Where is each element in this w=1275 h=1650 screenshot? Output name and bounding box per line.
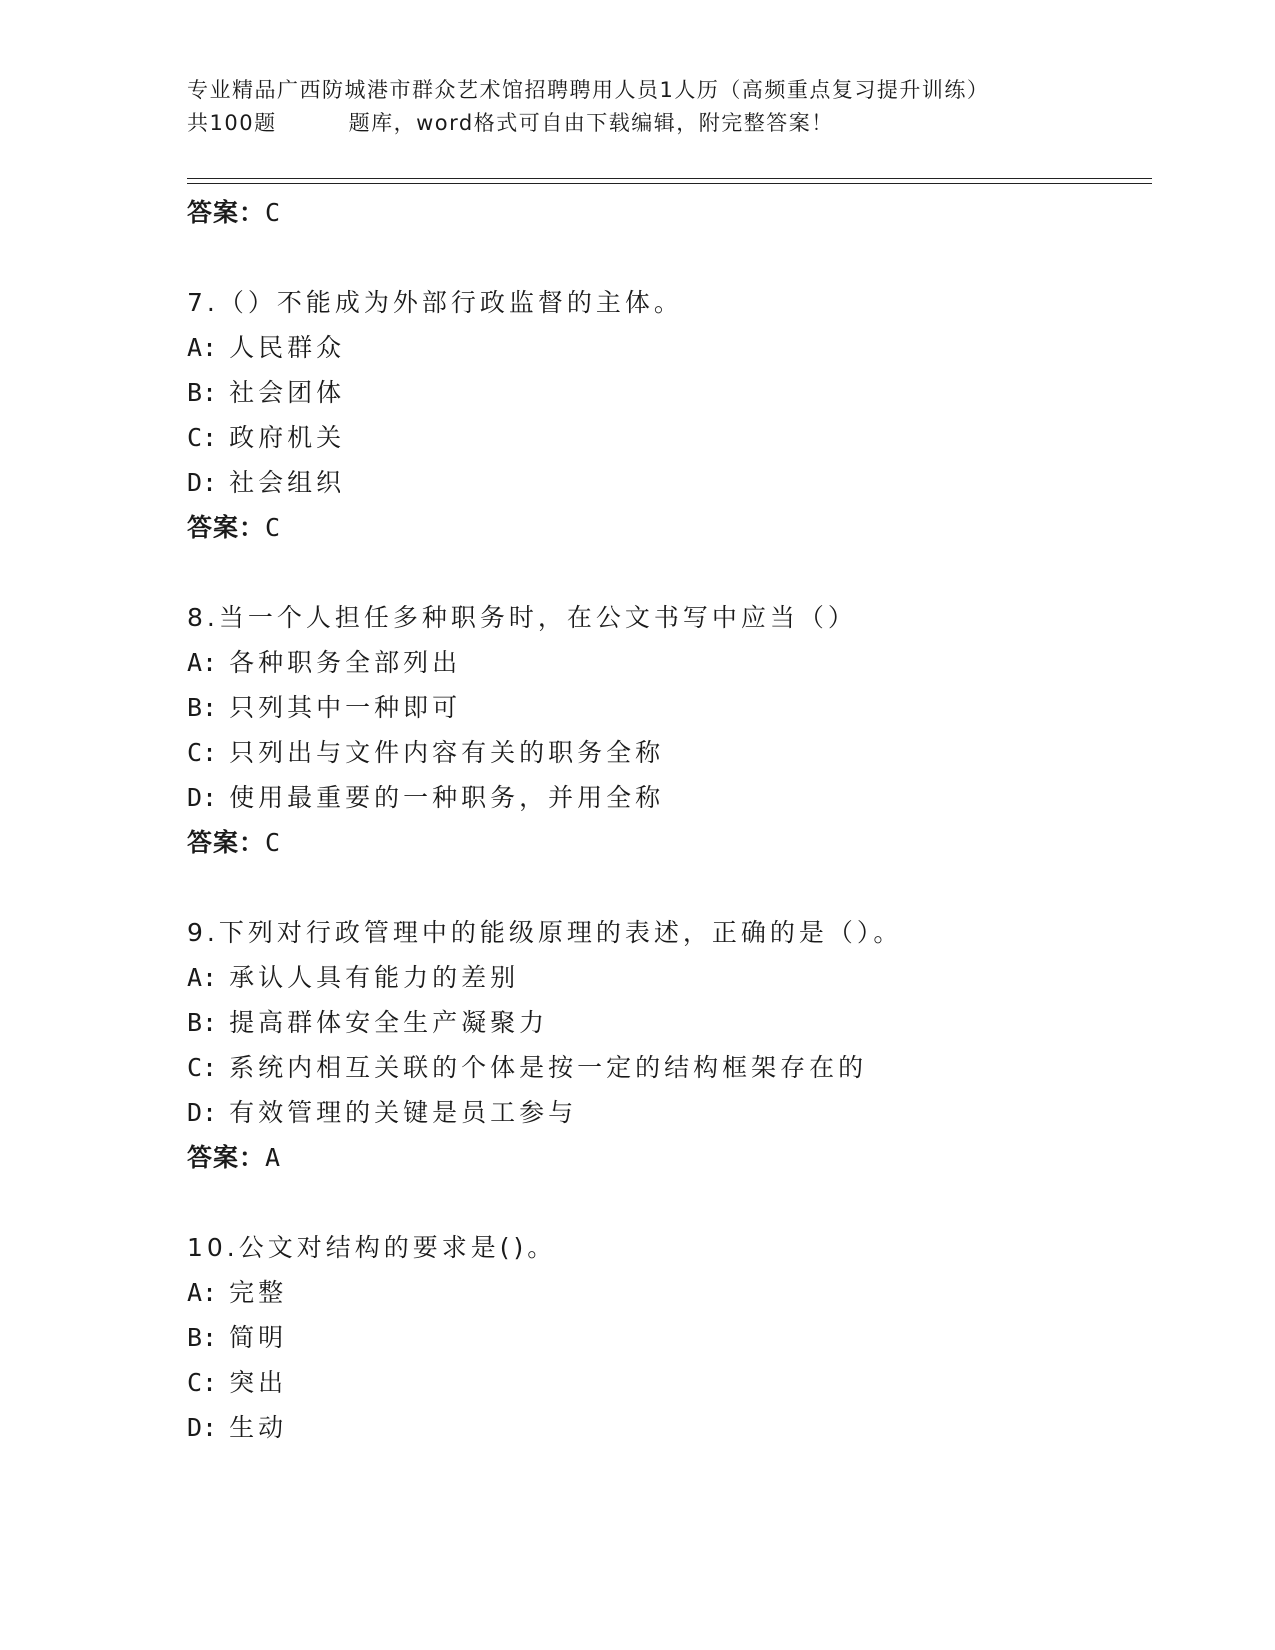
option-text: 各种职务全部列出 xyxy=(229,648,462,677)
document-title: 专业精品广西防城港市群众艺术馆招聘聘用人员1人历（高频重点复习提升训练） xyxy=(187,78,990,102)
option-key: B: xyxy=(187,1323,218,1352)
option-text: 提高群体安全生产凝聚力 xyxy=(229,1008,549,1037)
header-divider-top xyxy=(187,178,1152,179)
option-a xyxy=(187,955,1147,1000)
option-key: A: xyxy=(187,1278,218,1307)
option-b xyxy=(187,1315,1147,1360)
option-text: 社会组织 xyxy=(229,468,346,497)
answer-line xyxy=(187,820,1147,866)
header-divider-bottom xyxy=(187,183,1152,184)
question-stem: 9.下列对行政管理中的能级原理的表述，正确的是（）。 xyxy=(187,918,903,947)
option-key: B: xyxy=(187,693,218,722)
option-key: C: xyxy=(187,1053,218,1082)
question-count: 共100题 xyxy=(187,111,277,135)
question-list xyxy=(187,190,1147,1450)
option-text: 使用最重要的一种职务，并用全称 xyxy=(229,783,665,812)
option-text: 政府机关 xyxy=(229,423,346,452)
option-b xyxy=(187,1000,1147,1045)
document-note: 题库，word格式可自由下载编辑，附完整答案！ xyxy=(348,111,834,135)
option-b xyxy=(187,370,1147,415)
answer-label: 答案： xyxy=(187,513,266,542)
option-key: A: xyxy=(187,963,218,992)
option-a xyxy=(187,640,1147,685)
answer-label: 答案： xyxy=(187,828,266,857)
option-c xyxy=(187,1360,1147,1405)
option-d xyxy=(187,460,1147,505)
document-header xyxy=(187,74,1087,140)
option-text: 突出 xyxy=(229,1368,288,1397)
option-key: D: xyxy=(187,783,218,812)
document-subtitle xyxy=(187,107,1087,140)
option-key: B: xyxy=(187,1008,218,1037)
option-key: D: xyxy=(187,468,218,497)
option-c xyxy=(187,415,1147,460)
answer-value: C xyxy=(265,198,282,227)
option-key: C: xyxy=(187,1368,218,1397)
answer-value: C xyxy=(265,828,282,857)
question-stem: 8.当一个人担任多种职务时，在公文书写中应当（） xyxy=(187,603,857,632)
option-key: D: xyxy=(187,1413,218,1442)
option-d xyxy=(187,1090,1147,1135)
option-text: 人民群众 xyxy=(229,333,346,362)
option-key: B: xyxy=(187,378,218,407)
answer-line xyxy=(187,190,1147,236)
option-b xyxy=(187,685,1147,730)
answer-value: C xyxy=(265,513,282,542)
answer-label: 答案： xyxy=(187,198,266,227)
answer-value: A xyxy=(265,1143,282,1172)
option-key: C: xyxy=(187,423,218,452)
option-text: 只列出与文件内容有关的职务全称 xyxy=(229,738,665,767)
option-c xyxy=(187,1045,1147,1090)
option-key: C: xyxy=(187,738,218,767)
question-stem: 10.公文对结构的要求是()。 xyxy=(187,1233,557,1262)
option-text: 生动 xyxy=(229,1413,288,1442)
option-text: 只列其中一种即可 xyxy=(229,693,462,722)
question-stem: 7.（）不能成为外部行政监督的主体。 xyxy=(187,288,683,317)
option-key: A: xyxy=(187,648,218,677)
answer-line xyxy=(187,1135,1147,1181)
option-a xyxy=(187,1270,1147,1315)
answer-line xyxy=(187,505,1147,551)
option-key: D: xyxy=(187,1098,218,1127)
option-text: 有效管理的关键是员工参与 xyxy=(229,1098,578,1127)
option-a xyxy=(187,325,1147,370)
option-text: 简明 xyxy=(229,1323,288,1352)
option-d xyxy=(187,775,1147,820)
option-text: 完整 xyxy=(229,1278,288,1307)
option-text: 社会团体 xyxy=(229,378,346,407)
option-key: A: xyxy=(187,333,218,362)
option-d xyxy=(187,1405,1147,1450)
option-text: 承认人具有能力的差别 xyxy=(229,963,520,992)
option-text: 系统内相互关联的个体是按一定的结构框架存在的 xyxy=(229,1053,868,1082)
option-c xyxy=(187,730,1147,775)
answer-label: 答案： xyxy=(187,1143,266,1172)
